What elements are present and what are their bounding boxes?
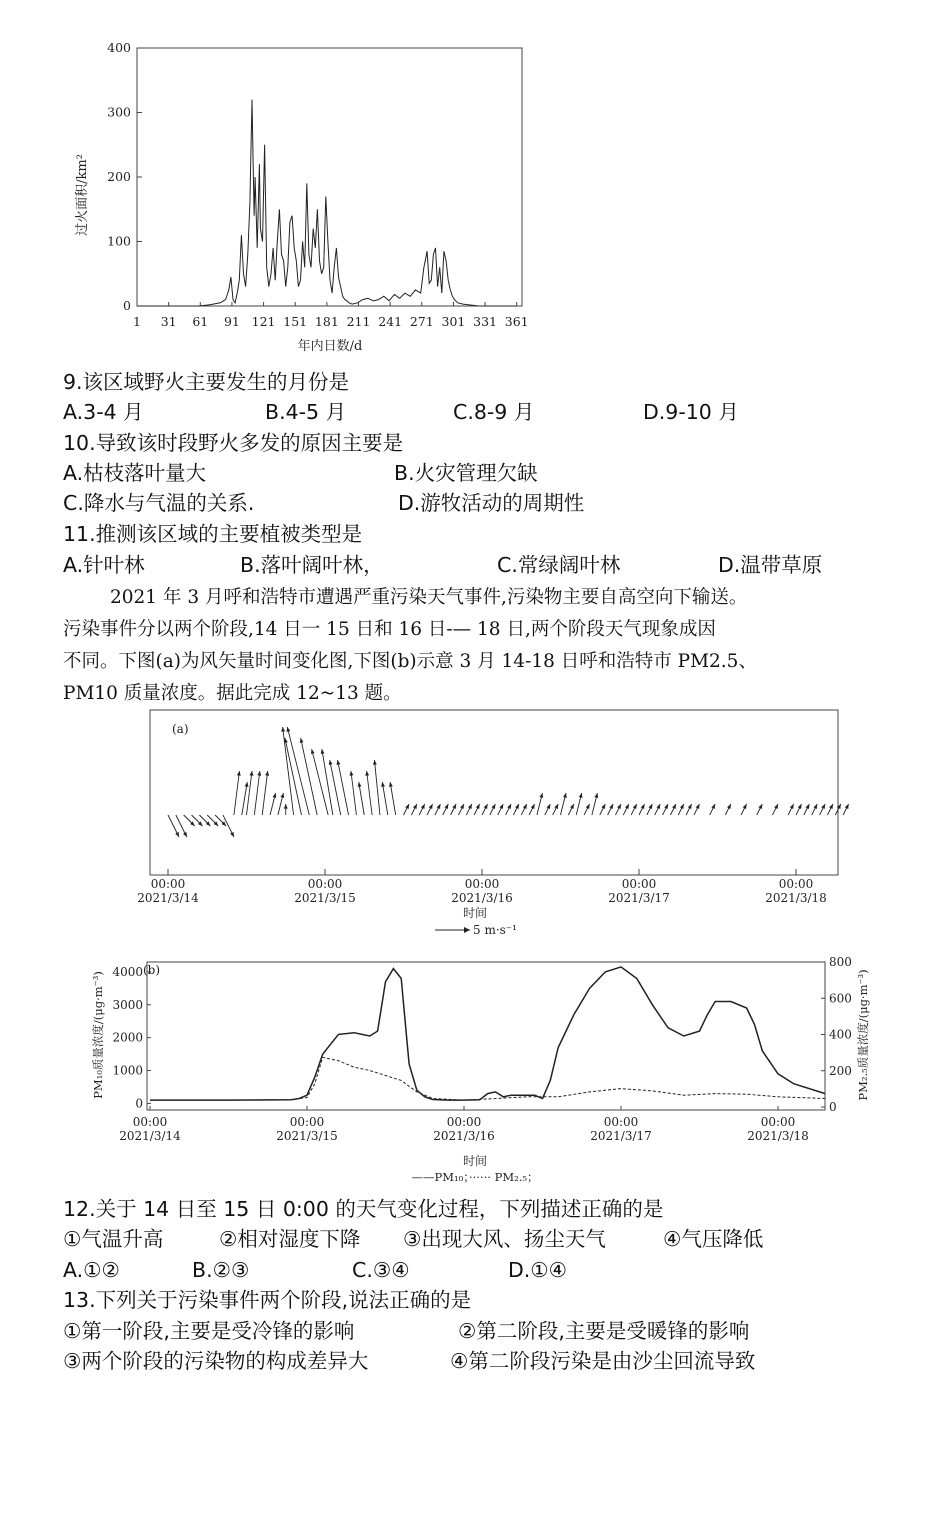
- wind-vector: [382, 782, 388, 815]
- chart1-xtick-label: 61: [192, 314, 209, 329]
- chart-b-ytick-label: 2000: [112, 1030, 143, 1045]
- chart-a-scale-label: 5 m·s⁻¹: [473, 923, 517, 937]
- chart1-series-line: [137, 100, 517, 306]
- chart-b-xtick-time: 00:00: [760, 1115, 796, 1129]
- wind-vector: [390, 782, 396, 815]
- wind-vector-head: [389, 782, 393, 787]
- q9-option-b: B.4-5 月: [265, 400, 347, 424]
- passage-line-3: 不同。下图(a)为风矢量时间变化图,下图(b)示意 3 月 14-18 日呼和浩特市 PM2.5、: [63, 651, 757, 672]
- q12-option-d: D.①④: [508, 1258, 568, 1282]
- q12-stem: 12.关于 14 日至 15 日 0:00 的天气变化过程，下列描述正确的是: [63, 1197, 664, 1221]
- chart-b-xtick-time: 00:00: [289, 1115, 325, 1129]
- wind-vector: [322, 749, 333, 815]
- chart1-xlabel: 年内日数/d: [297, 339, 363, 354]
- q11-option-a: A.针叶林: [63, 553, 145, 577]
- chart1-ytick-label: 400: [107, 40, 131, 55]
- chart-a-panel-label: (a): [172, 722, 189, 736]
- chart1-ytick-label: 300: [107, 104, 131, 120]
- chart-b-ytick-label: 3000: [112, 997, 143, 1012]
- chart-b-xtick-time: 00:00: [132, 1115, 168, 1129]
- q12-option-a: A.①②: [63, 1258, 120, 1282]
- passage-line-1: 2021 年 3 月呼和浩特市遭遇严重污染天气事件,污染物主要自高空向下输送。: [110, 587, 748, 608]
- chart-b-xlabel: 时间: [462, 1154, 488, 1168]
- q10-option-a: A.枯枝落叶量大: [63, 461, 207, 485]
- chart1-xtick-label: 271: [409, 314, 434, 329]
- wind-vector: [351, 771, 357, 815]
- q10-option-d: D.游牧活动的周期性: [398, 491, 585, 515]
- wind-vector-head: [329, 760, 333, 765]
- wind-vector-head: [381, 782, 385, 787]
- chart-b-xtick-date: 2021/3/15: [276, 1129, 338, 1143]
- chart-a-xlabel: 时间: [462, 906, 488, 920]
- chart1-xtick-label: 151: [283, 314, 308, 329]
- chart-a-frame: [150, 710, 838, 875]
- wind-vector-head: [284, 738, 288, 743]
- chart1-xtick-label: 211: [346, 314, 371, 329]
- wind-vector: [301, 738, 318, 815]
- fire-area-chart: [60, 30, 550, 360]
- chart-b-ytick-right-label: 400: [829, 1027, 852, 1042]
- chart1-xtick-label: 31: [160, 314, 177, 329]
- chart1-xtick-label: 241: [378, 314, 403, 329]
- q9-option-a: A.3-4 月: [63, 400, 144, 424]
- chart1-xtick-label: 331: [473, 314, 498, 329]
- wind-vector: [262, 771, 268, 815]
- chart1-ylabel: 过火面积/km²: [75, 154, 90, 236]
- chart1-ytick-label: 100: [107, 233, 131, 249]
- wind-vector: [359, 782, 365, 815]
- wind-vector-head: [284, 804, 288, 809]
- chart-b-xtick-date: 2021/3/14: [119, 1129, 181, 1143]
- q9-option-c: C.8-9 月: [453, 400, 535, 424]
- passage-line-4: PM10 质量浓度。据此完成 12~13 题。: [63, 683, 402, 704]
- chart1-xtick-label: 361: [504, 314, 529, 329]
- q13-stem: 13.下列关于污染事件两个阶段,说法正确的是: [63, 1288, 472, 1312]
- q12-option-b: B.②③: [192, 1258, 250, 1282]
- wind-vector-head: [281, 727, 285, 732]
- chart-b-panel-label: (b): [143, 963, 161, 977]
- wind-vector: [374, 760, 380, 815]
- chart-a-xtick-time: 00:00: [464, 877, 500, 891]
- chart-b-xtick-time: 00:00: [446, 1115, 482, 1129]
- wind-vector-head: [245, 782, 249, 787]
- wind-vector-head: [321, 749, 325, 754]
- chart-b-ytick-label: 1000: [112, 1063, 143, 1078]
- chart-b-ytick-label: 0: [135, 1096, 143, 1111]
- q10-option-c: C.降水与气温的关系.: [63, 491, 255, 515]
- q12-statement-3: ③出现大风、扬尘天气: [403, 1227, 606, 1251]
- chart-b-frame: [147, 962, 825, 1110]
- chart-b-ytick-right-label: 0: [829, 1100, 837, 1114]
- chart1-xtick-label: 181: [314, 314, 339, 329]
- chart-a-xtick-date: 2021/3/15: [294, 891, 356, 905]
- wind-vector-head: [265, 771, 269, 776]
- chart-b-ylabel: PM₁₀质量浓度/(μg·m⁻³): [91, 971, 105, 1099]
- q9-option-d: D.9-10 月: [643, 400, 739, 424]
- q13-statement-1: ①第一阶段,主要是受冷锋的影响: [63, 1319, 355, 1343]
- wind-vector: [312, 749, 329, 815]
- wind-vector-head: [250, 771, 254, 776]
- wind-vector-head: [365, 771, 369, 776]
- chart1-xtick-label: 1: [133, 314, 141, 329]
- chart1-ytick-label: 0: [123, 298, 131, 313]
- chart1-xtick-label: 121: [251, 314, 276, 329]
- chart-b-xtick-time: 00:00: [603, 1115, 639, 1129]
- wind-vector: [234, 771, 240, 815]
- chart-a-xtick-time: 00:00: [621, 877, 657, 891]
- chart-b-xtick-date: 2021/3/18: [747, 1129, 809, 1143]
- chart-b-ytick-right-label: 600: [829, 991, 852, 1006]
- wind-vector-head: [358, 782, 362, 787]
- chart-b-ylabel-right: PM₂.₅质量浓度/(μg·m⁻³): [856, 969, 870, 1101]
- chart-b-ytick-right-label: 200: [829, 1063, 852, 1078]
- pm-concentration-chart: [85, 950, 885, 1190]
- q12-statement-2: ②相对湿度下降: [219, 1227, 361, 1251]
- passage-line-2: 污染事件分以两个阶段,14 日一 15 日和 16 日-— 18 日,两个阶段天气现象成因: [63, 619, 716, 640]
- chart-a-xtick-date: 2021/3/16: [451, 891, 513, 905]
- chart1-xtick-label: 91: [223, 314, 240, 329]
- pm10-series-line: [150, 967, 825, 1100]
- q13-statement-2: ②第二阶段,主要是受暖锋的影响: [458, 1319, 750, 1343]
- chart-b-xtick-date: 2021/3/17: [590, 1129, 652, 1143]
- wind-vector-head: [300, 738, 304, 743]
- q13-statement-4: ④第二阶段污染是由沙尘回流导致: [450, 1349, 756, 1373]
- chart-a-xtick-date: 2021/3/17: [608, 891, 670, 905]
- q13-statement-3: ③两个阶段的污染物的构成差异大: [63, 1349, 369, 1373]
- wind-vector: [247, 771, 253, 815]
- q9-stem: 9.该区域野火主要发生的月份是: [63, 370, 350, 394]
- wind-vector: [254, 771, 260, 815]
- q11-option-d: D.温带草原: [718, 553, 823, 577]
- q12-option-c: C.③④: [352, 1258, 410, 1282]
- chart-a-xtick-time: 00:00: [150, 877, 186, 891]
- wind-vector-head: [237, 771, 241, 776]
- q10-stem: 10.导致该时段野火多发的原因主要是: [63, 431, 404, 455]
- q11-option-c: C.常绿阔叶林: [497, 553, 621, 577]
- chart-b-ytick-right-label: 800: [829, 955, 852, 969]
- chart1-xtick-label: 301: [441, 314, 466, 329]
- q11-option-b: B.落叶阔叶林，: [240, 553, 384, 577]
- wind-vector-head: [257, 771, 261, 776]
- wind-vector-chart: [110, 705, 850, 955]
- q12-statement-1: ①气温升高: [63, 1227, 164, 1251]
- wind-vector: [367, 771, 373, 815]
- chart-b-ytick-label: 4000: [112, 964, 143, 979]
- chart1-ytick-label: 200: [107, 169, 131, 184]
- wind-vector-head: [337, 760, 341, 765]
- chart-b-legend: ——PM₁₀；······ PM₂.₅；: [411, 1170, 539, 1184]
- chart-a-xtick-time: 00:00: [778, 877, 814, 891]
- scale-arrow-head: [464, 927, 470, 933]
- q12-statement-4: ④气压降低: [663, 1227, 764, 1251]
- chart-a-xtick-time: 00:00: [307, 877, 343, 891]
- q10-option-b: B.火灾管理欠缺: [394, 461, 538, 485]
- wind-vector: [242, 782, 248, 815]
- chart-b-xtick-date: 2021/3/16: [433, 1129, 495, 1143]
- chart-a-xtick-date: 2021/3/14: [137, 891, 199, 905]
- chart-a-xtick-date: 2021/3/18: [765, 891, 827, 905]
- wind-vector-head: [350, 771, 354, 776]
- q11-stem: 11.推测该区域的主要植被类型是: [63, 522, 363, 546]
